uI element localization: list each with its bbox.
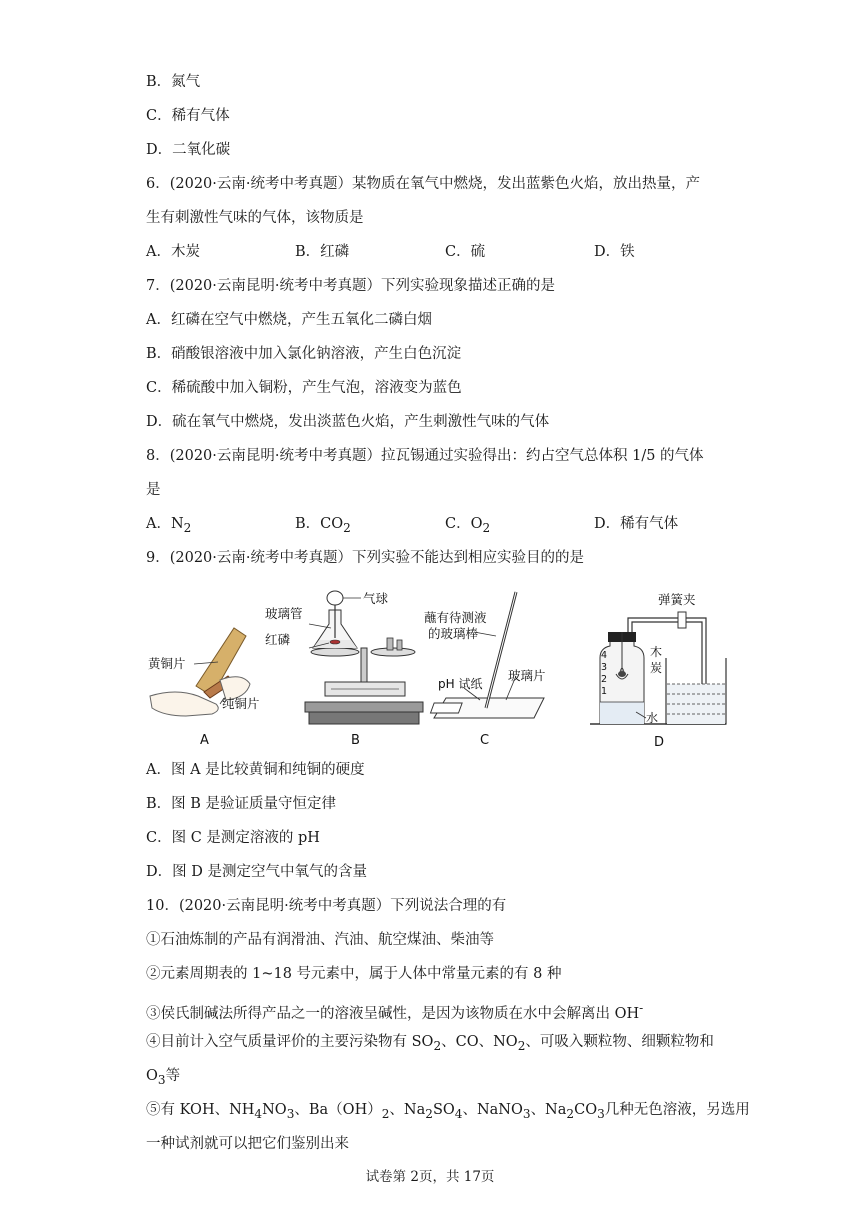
figure-a bbox=[146, 588, 276, 757]
label-phosphorus: 红磷 bbox=[265, 632, 291, 647]
label-charcoal-2: 炭 bbox=[650, 661, 663, 675]
scale-4: 4 bbox=[601, 650, 608, 661]
q7-option-c: C．稀硫酸中加入铜粉，产生气泡，溶液变为蓝色 bbox=[146, 380, 462, 396]
balance-base-icon bbox=[309, 712, 419, 724]
charcoal-icon bbox=[618, 671, 626, 677]
q8-option-d: D．稀有气体 bbox=[594, 516, 679, 532]
q7-stem: 7．(2020·云南昆明·统考中考真题）下列实验现象描述正确的是 bbox=[146, 278, 555, 294]
q6-stem-line2: 生有刺激性气味的气体，该物质是 bbox=[146, 210, 364, 226]
label-water: 水 bbox=[646, 711, 659, 725]
scale-3: 3 bbox=[601, 662, 608, 673]
q6-option-b: B．红磷 bbox=[295, 244, 350, 260]
spring-clamp-icon bbox=[678, 612, 686, 628]
q9-option-c: C．图 C 是测定溶液的 pH bbox=[146, 830, 320, 846]
label-copper: 纯铜片 bbox=[222, 696, 260, 711]
q10-item-4-line1: ④目前计入空气质量评价的主要污染物有 $SO_2$、CO、$NO_2$、可吸入颗粒物、细颗粒物和 bbox=[146, 1034, 714, 1053]
label-paper: pH 试纸 bbox=[438, 677, 483, 691]
q9-option-d: D．图 D 是测定空气中氧气的含量 bbox=[146, 864, 367, 880]
q8-option-a: A．$N_2$ bbox=[146, 516, 192, 535]
q9-option-a: A．图 A 是比较黄铜和纯铜的硬度 bbox=[146, 762, 365, 778]
q8-option-b: B．$CO_2$ bbox=[295, 516, 351, 535]
q5-option-b: B．氮气 bbox=[146, 74, 201, 90]
q8-stem-line2: 是 bbox=[146, 482, 161, 498]
caption-a: A bbox=[200, 733, 209, 748]
q9-stem: 9．(2020·云南·统考中考真题）下列实验不能达到相应实验目的的是 bbox=[146, 550, 584, 566]
q10-item-3: ③侯氏制碱法所得产品之一的溶液呈碱性，是因为该物质在水中会解离出 OH- bbox=[146, 1001, 644, 1022]
q7-option-d: D．硫在氧气中燃烧，发出淡蓝色火焰，产生刺激性气味的气体 bbox=[146, 414, 550, 430]
figure-b bbox=[265, 588, 425, 757]
scale-1: 1 bbox=[601, 686, 608, 697]
page-footer: 试卷第 2页，共 17页 bbox=[365, 1169, 495, 1185]
q6-stem-line1: 6．(2020·云南·统考中考真题）某物质在氧气中燃烧，发出蓝紫色火焰，放出热量，产 bbox=[146, 176, 700, 192]
label-glass: 玻璃片 bbox=[508, 668, 546, 683]
q10-item-2: ②元素周期表的 1~18 号元素中，属于人体中常量元素的有 8 种 bbox=[146, 966, 562, 982]
q10-item-1: ①石油炼制的产品有润滑油、汽油、航空煤油、柴油等 bbox=[146, 932, 494, 948]
q9-option-b: B．图 B 是验证质量守恒定律 bbox=[146, 796, 337, 812]
label-tube: 玻璃管 bbox=[265, 606, 303, 621]
q6-option-a: A．木炭 bbox=[146, 244, 200, 260]
scale-2: 2 bbox=[601, 674, 608, 685]
caption-d: D bbox=[654, 735, 665, 750]
q8-stem-line1: 8．(2020·云南昆明·统考中考真题）拉瓦锡通过实验得出：约占空气总体积 1/5 的气体 bbox=[146, 448, 704, 464]
caption-b: B bbox=[351, 733, 360, 748]
caption-c: C bbox=[480, 733, 490, 748]
label-charcoal-1: 木 bbox=[650, 645, 663, 659]
q8-option-c: C．$O_2$ bbox=[445, 516, 491, 535]
q5-option-c: C．稀有气体 bbox=[146, 108, 230, 124]
q10-item-4-line2: $O_3$等 bbox=[146, 1068, 181, 1087]
left-pan-icon bbox=[311, 648, 359, 656]
q5-option-d: D．二氧化碳 bbox=[146, 142, 231, 158]
q6-option-d: D．铁 bbox=[594, 244, 635, 260]
q7-option-b: B．硝酸银溶液中加入氯化钠溶液，产生白色沉淀 bbox=[146, 346, 462, 362]
q10-item-5-line1: ⑤有 KOH、$NH_4NO_3$、$Ba(OH)_2$、$Na_2SO_4$、NaNO$_3$、$Na_2CO_3$几种无色溶液，另选用 bbox=[146, 1102, 750, 1121]
q10-item-5-line2: 一种试剂就可以把它们鉴别出来 bbox=[146, 1136, 349, 1152]
ph-paper-icon bbox=[431, 703, 463, 713]
label-rod-2: 的玻璃棒 bbox=[428, 626, 479, 641]
q7-option-a: A．红磷在空气中燃烧，产生五氧化二磷白烟 bbox=[146, 312, 432, 328]
label-brass: 黄铜片 bbox=[148, 656, 186, 671]
label-clamp: 弹簧夹 bbox=[658, 592, 696, 607]
label-balloon: 气球 bbox=[363, 591, 389, 606]
label-rod-1: 蘸有待测液 bbox=[424, 610, 487, 625]
figure-c bbox=[424, 588, 564, 757]
q10-stem: 10．(2020·云南昆明·统考中考真题）下列说法合理的有 bbox=[146, 898, 507, 914]
q6-option-c: C．硫 bbox=[445, 244, 486, 260]
balloon-icon bbox=[327, 591, 343, 605]
figure-d bbox=[588, 588, 728, 757]
